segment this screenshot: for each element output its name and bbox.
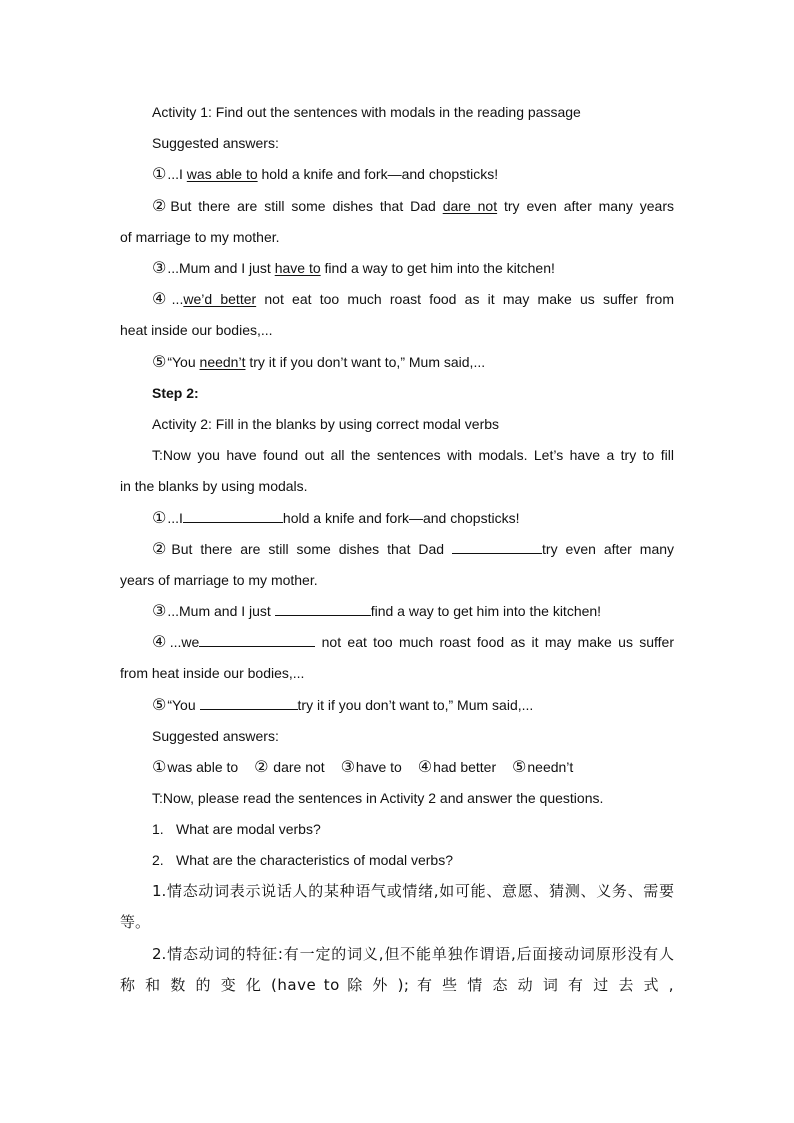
modal-highlight: we’d better [183,291,257,307]
cn-answer-1: 1.情态动词表示说话人的某种语气或情绪,如可能、意愿、猜测、义务、需要 [152,882,674,900]
answer-blank[interactable] [200,695,298,710]
a2-sentence-5: ⑤“You try it if you don’t want to,” Mum said,... [152,697,534,714]
modal-highlight: dare not [442,198,498,214]
cn-answer-1-cont: 等。 [120,913,151,931]
answer-blank[interactable] [452,539,542,554]
answer-item: ⑤needn’t [512,759,574,776]
question-1: 1. What are modal verbs? [152,821,321,837]
a2-sentence-3: ③...Mum and I just find a way to get him into the kitchen! [152,603,602,620]
answer-blank[interactable] [199,632,315,647]
answer-blank[interactable] [183,508,283,523]
a1-sentence-2: ②But there are still some dishes that Dad dare not try even after many years [152,198,675,215]
a2-sentence-4: ④...we not eat too much roast food as it may make us suffer [152,634,675,651]
a1-sentence-2-cont: of marriage to my mother. [120,229,280,245]
a1-sentence-4: ④...we’d better not eat too much roast food as it may make us suffer from [152,291,674,308]
a2-sentence-2-cont: years of marriage to my mother. [120,572,318,588]
activity1-title: Activity 1: Find out the sentences with modals in the reading passage [152,104,581,120]
cn-answer-2-cont: 称 和 数 的 变 化 (have to 除 外 ); 有 些 情 态 动 词 有 过 去 式 , [120,976,674,994]
suggested-answers-label-2: Suggested answers: [152,728,279,744]
answer-item: ①was able to [152,759,239,776]
suggested-answers-label: Suggested answers: [152,135,279,151]
a1-sentence-3: ③...Mum and I just have to find a way to get him into the kitchen! [152,260,555,277]
answer-item: ④had better [417,759,497,776]
cn-answer-2: 2.情态动词的特征:有一定的词义,但不能单独作谓语,后面接动词原形没有人 [152,945,674,963]
a1-sentence-4-cont: heat inside our bodies,... [120,322,273,338]
modal-highlight: needn’t [199,354,246,370]
a2-sentence-4-cont: from heat inside our bodies,... [120,665,305,681]
answer-blank[interactable] [275,601,371,616]
teacher-instruction-1: T:Now you have found out all the sentences with modals. Let’s have a try to fill [152,447,674,463]
a2-sentence-1: ①...I hold a knife and fork—and chopsticks! [152,510,520,527]
activity2-title: Activity 2: Fill in the blanks by using correct modal verbs [152,416,500,432]
modal-highlight: was able to [186,166,258,182]
a1-sentence-5: ⑤“You needn’t try it if you don’t want to,” Mum said,... [152,354,486,371]
a2-sentence-2: ②But there are still some dishes that Dad try even after many [152,541,675,558]
step-2-heading: Step 2: [152,385,199,401]
a1-sentence-1: ①...I was able to hold a knife and fork—and chopsticks! [152,166,499,183]
modal-highlight: have to [274,260,321,276]
answer-item: ② dare not [254,759,325,776]
teacher-instruction-2: T:Now, please read the sentences in Activity 2 and answer the questions. [152,790,604,806]
question-2: 2. What are the characteristics of modal verbs? [152,852,454,868]
answer-key [152,757,674,778]
answer-item: ③have to [340,759,402,776]
teacher-instruction-1-cont: in the blanks by using modals. [120,478,308,494]
